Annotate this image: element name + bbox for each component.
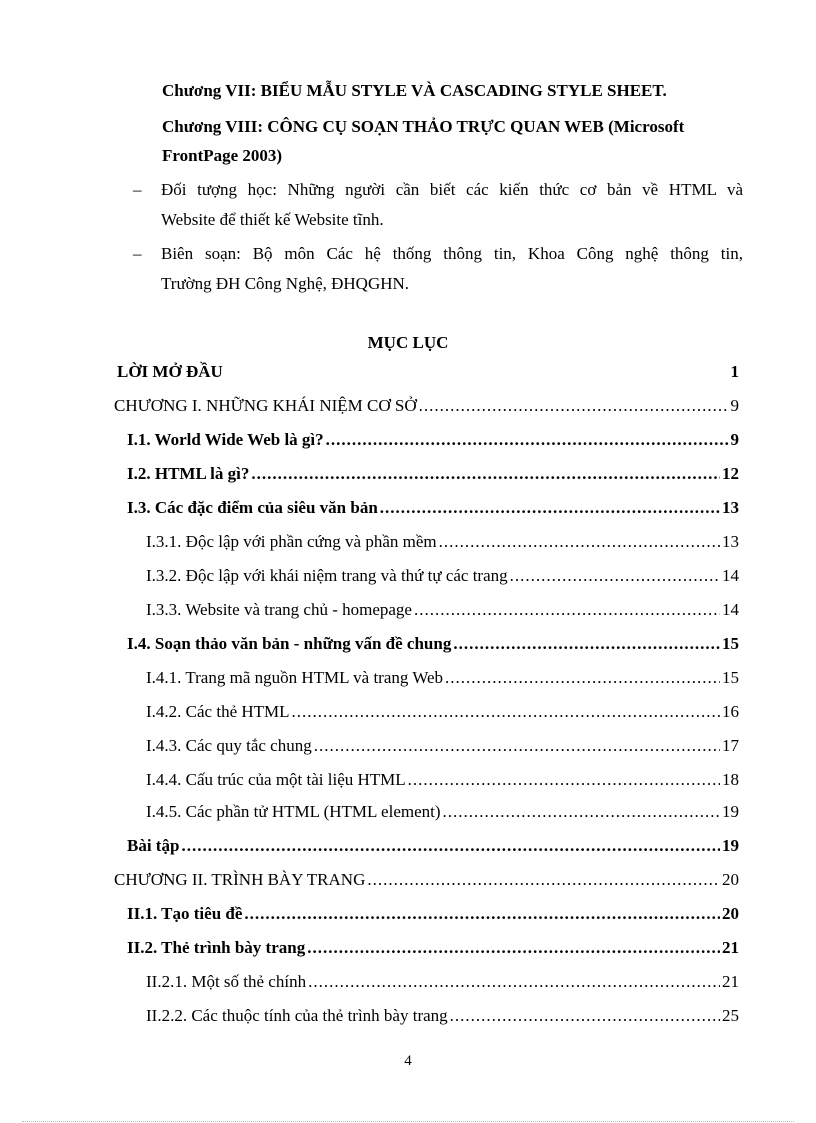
toc-leader (450, 1004, 720, 1028)
toc-entry-section[interactable] (127, 632, 739, 656)
toc-entry-exercises[interactable] (127, 834, 739, 858)
toc-entry-page: 18 (722, 770, 739, 789)
toc-entry-subsection[interactable] (146, 598, 739, 622)
toc-entry-text: I.2. HTML là gì? (127, 464, 250, 483)
toc-entry-text: II.2.1. Một số thẻ chính (146, 972, 307, 991)
toc-entry-page: 19 (722, 802, 739, 821)
toc-leader (445, 666, 720, 690)
toc-entry-subsection[interactable] (146, 970, 739, 994)
bullet-text-line: Website để thiết kế Website tĩnh. (161, 210, 384, 229)
toc-entry-page: 19 (722, 836, 739, 855)
toc-entry-section[interactable] (127, 462, 739, 486)
toc-entry-page: 9 (730, 396, 739, 415)
audience-bullet (133, 175, 743, 235)
toc-leader (414, 598, 720, 622)
toc-leader (308, 970, 720, 994)
toc-entry-preface[interactable] (117, 360, 739, 384)
toc-entry-subsection[interactable] (146, 800, 739, 824)
toc-entry-text: I.4.5. Các phần tử HTML (HTML element) (146, 802, 441, 821)
toc-leader (307, 936, 720, 960)
toc-entry-text: I.3.1. Độc lập với phần cứng và phần mềm (146, 532, 437, 551)
toc-entry-page: 16 (722, 702, 739, 721)
toc-leader (439, 530, 720, 554)
page-bottom-divider (22, 1121, 794, 1122)
toc-entry-text: I.4.2. Các thẻ HTML (146, 702, 290, 721)
toc-entry-subsection[interactable] (146, 1004, 739, 1028)
toc-entry-subsection[interactable] (146, 734, 739, 758)
toc-leader (251, 462, 720, 486)
toc-entry-text: I.4. Soạn thảo văn bản - những vấn đề chung (127, 634, 452, 653)
toc-entry-subsection[interactable] (146, 530, 739, 554)
toc-leader (453, 632, 720, 656)
toc-entry-section[interactable] (127, 428, 739, 452)
chapter-8-line-continued: FrontPage 2003) (162, 146, 283, 165)
toc-entry-text: Bài tập (127, 836, 180, 855)
toc-entry-page: 14 (722, 566, 739, 585)
toc-entry-text: II.2.2. Các thuộc tính của thẻ trình bày trang (146, 1006, 448, 1025)
toc-entry-page: 21 (722, 938, 739, 957)
toc-entry-page: 20 (722, 904, 739, 923)
toc-entry-subsection[interactable] (146, 666, 739, 690)
toc-entry-subsection[interactable] (146, 700, 739, 724)
chapter-7-line: Chương VII: BIỂU MẪU STYLE VÀ CASCADING STYLE SHEET. (162, 81, 667, 100)
toc-leader (292, 700, 720, 724)
toc-entry-text: CHƯƠNG II. TRÌNH BÀY TRANG (114, 870, 366, 889)
toc-entry-page: 21 (722, 972, 739, 991)
toc-entry-text: CHƯƠNG I. NHỮNG KHÁI NIỆM CƠ SỞ (114, 396, 417, 415)
toc-entry-section[interactable] (127, 496, 739, 520)
toc-entry-page: 1 (730, 362, 739, 381)
toc-leader (244, 902, 720, 926)
toc-entry-text: LỜI MỞ ĐẦU (117, 362, 223, 381)
toc-entry-chapter-1[interactable] (114, 394, 739, 418)
toc-entry-chapter-2[interactable] (114, 868, 739, 892)
toc-entry-page: 25 (722, 1006, 739, 1025)
toc-leader (380, 496, 720, 520)
toc-entry-text: I.4.3. Các quy tắc chung (146, 736, 312, 755)
toc-entry-text: I.3.3. Website và trang chủ - homepage (146, 600, 412, 619)
toc-leader (367, 868, 720, 892)
toc-entry-subsection[interactable] (146, 768, 739, 792)
toc-entry-subsection[interactable] (146, 564, 739, 588)
toc-leader (419, 394, 729, 418)
toc-entry-page: 15 (722, 668, 739, 687)
toc-entry-page: 13 (722, 532, 739, 551)
toc-leader (408, 768, 720, 792)
toc-entry-text: I.4.4. Cấu trúc của một tài liệu HTML (146, 770, 406, 789)
toc-entry-text: II.2. Thẻ trình bày trang (127, 938, 306, 957)
toc-leader (326, 428, 729, 452)
dash-bullet-icon: – (133, 180, 142, 199)
toc-leader (314, 734, 720, 758)
toc-entry-page: 12 (722, 464, 739, 483)
page-number: 4 (404, 1053, 412, 1069)
toc-leader (510, 564, 720, 588)
chapter-8-line: Chương VIII: CÔNG CỤ SOẠN THẢO TRỰC QUAN WEB (Microsoft (162, 117, 685, 136)
toc-entry-page: 14 (722, 600, 739, 619)
toc-entry-text: I.3.2. Độc lập với khái niệm trang và thứ tự các trang (146, 566, 508, 585)
author-bullet (133, 239, 743, 299)
toc-entry-text: I.1. World Wide Web là gì? (127, 430, 324, 449)
toc-entry-page: 15 (722, 634, 739, 653)
toc-entry-page: 13 (722, 498, 739, 517)
dash-bullet-icon: – (133, 244, 142, 263)
toc-entry-text: II.1. Tạo tiêu đề (127, 904, 243, 923)
toc-entry-text: I.3. Các đặc điểm của siêu văn bản (127, 498, 378, 517)
bullet-text-line: Trường ĐH Công Nghệ, ĐHQGHN. (161, 274, 410, 293)
toc-leader (443, 800, 720, 824)
bullet-text-line: Đối tượng học: Những người cần biết các kiến thức cơ bản về HTML và (161, 180, 743, 199)
toc-entry-page: 20 (722, 870, 739, 889)
toc-entry-section[interactable] (127, 902, 739, 926)
toc-leader (181, 834, 720, 858)
toc-entry-text: I.4.1. Trang mã nguồn HTML và trang Web (146, 668, 444, 687)
toc-entry-page: 9 (730, 430, 739, 449)
toc-title: MỤC LỤC (367, 333, 449, 352)
toc-entry-section[interactable] (127, 936, 739, 960)
bullet-text-line: Biên soạn: Bộ môn Các hệ thống thông tin, Khoa Công nghệ thông tin, (161, 244, 743, 263)
toc-entry-page: 17 (722, 736, 739, 755)
